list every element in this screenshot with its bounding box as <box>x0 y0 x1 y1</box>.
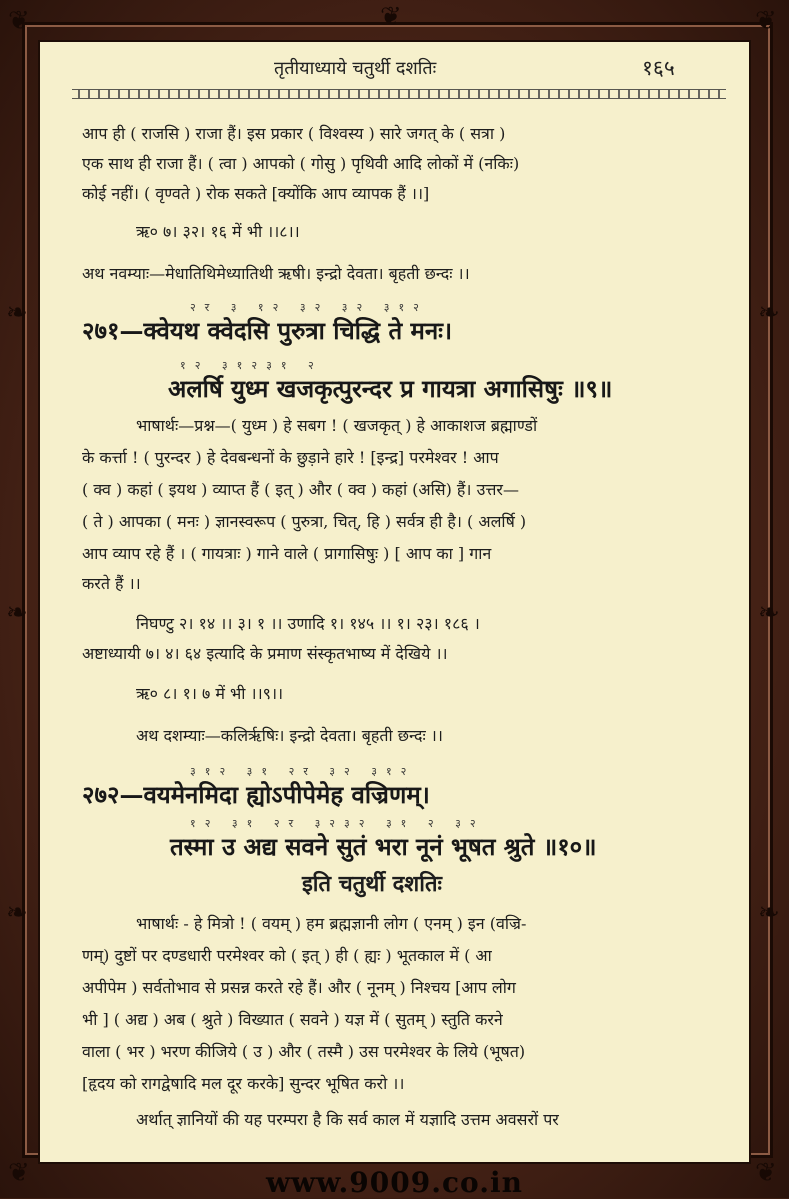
scanned-page <box>38 40 751 1164</box>
corner-ornament-icon: ❦ <box>8 6 30 36</box>
text-line: अपीपेम ) सर्वतोभाव से प्रसन्न करते रहे हैं। और ( नूनम् ) निश्चय [आप लोग <box>82 978 516 997</box>
text-line: एक साथ ही राजा हैं। ( त्वा ) आपको ( गोसु ) पृथिवी आदि लोकों में (नकिः) <box>82 154 520 173</box>
svara-marks: २र ३ १२ ३२ ३२ ३१२ <box>190 301 428 314</box>
text-line: करते हैं ।। <box>82 574 141 593</box>
side-ornament-icon: ❧ <box>758 898 780 928</box>
page-header-title: तृतीयाध्याये चतुर्थी दशतिः <box>274 58 437 79</box>
mantra-line: अलर्षि युध्म खजकृत्पुरन्दर प्र गायत्रा अगासिषुः ॥९॥ <box>168 374 613 403</box>
text-line: ( क्व ) कहां ( इयथ ) व्याप्त हैं ( इत् ) और ( क्व ) कहां (असि) हैं। उत्तर— <box>82 480 519 499</box>
text-line: भाषार्थः—प्रश्न—( युध्म ) हे सबग ! ( खजकृत् ) हे आकाशज ब्रह्माण्डों <box>136 416 538 435</box>
side-ornament-icon: ❧ <box>6 598 28 628</box>
side-ornament-icon: ❧ <box>6 898 28 928</box>
side-ornament-icon: ❧ <box>758 298 780 328</box>
text-line: अर्थात् ज्ञानियों की यह परम्परा है कि सर्व काल में यज्ञादि उत्तम अवसरों पर <box>136 1110 559 1129</box>
text-line: आप व्याप रहे हैं । ( गायत्राः ) गाने वाले ( प्रागासिषुः ) [ आप का ] गान <box>82 544 492 563</box>
website-url: www.9009.co.in <box>266 1166 523 1199</box>
header-divider <box>72 89 726 99</box>
text-line: अथ नवम्याः—मेधातिथिमेध्यातिथी ऋषी। इन्द्रो देवता। बृहती छन्दः ।। <box>82 264 470 283</box>
mantra-line: २७२—वयमेनमिदा ह्योऽपीपेमेह वज्रिणम्। <box>82 780 430 809</box>
reference-line: निघण्टु २। १४ ।। ३। १ ।। उणादि १। १४५ ।। १। २३। १८६ । <box>136 614 480 633</box>
page-number: १६५ <box>642 56 675 80</box>
text-line: के कर्त्ता ! ( पुरन्दर ) हे देवबन्धनों के छुड़ाने हारे ! [इन्द्र] परमेश्वर ! आप <box>82 448 499 467</box>
corner-ornament-icon: ❦ <box>755 1158 777 1188</box>
reference-line: अष्टाध्यायी ७। ४। ६४ इत्यादि के प्रमाण संस्कृतभाष्य में देखिये ।। <box>82 644 448 663</box>
svara-marks: ३१२ ३१ २र ३२ ३१२ <box>190 765 416 778</box>
side-ornament-icon: ❧ <box>758 598 780 628</box>
reference-line: ऋ० ७। ३२। १६ में भी ।।८।। <box>136 222 300 241</box>
corner-ornament-icon: ❦ <box>8 1158 30 1188</box>
mantra-line: २७१—क्वेयथ क्वेदसि पुरुत्रा चिद्धि ते मनः। <box>82 316 453 345</box>
reference-line: ऋ० ८। १। ७ में भी ।।९।। <box>136 684 284 703</box>
text-line: [हृदय को रागद्वेषादि मल दूर करके] सुन्दर भूषित करो ।। <box>82 1074 405 1093</box>
side-ornament-icon: ❧ <box>6 298 28 328</box>
corner-ornament-icon: ❦ <box>755 6 777 36</box>
text-line: भी ] ( अद्य ) अब ( श्रुते ) विख्यात ( सवने ) यज्ञ में ( सुतम् ) स्तुति करने <box>82 1010 503 1029</box>
text-line: भाषार्थः - हे मित्रो ! ( वयम् ) हम ब्रह्मज्ञानी लोग ( एनम् ) इन (वज्रि- <box>136 914 527 933</box>
text-line: ( ते ) आपका ( मनः ) ज्ञानस्वरूप ( पुरुत्रा, चित्, हि ) सर्वत्र ही है। ( अलर्षि ) <box>82 512 527 531</box>
text-line: आप ही ( राजसि ) राजा हैं। इस प्रकार ( विश्वस्य ) सारे जगत् के ( सत्रा ) <box>82 124 506 143</box>
text-line: अथ दशम्याः—कलिर्ऋषिः। इन्द्रो देवता। बृहती छन्दः ।। <box>136 726 443 745</box>
svara-marks: १२ ३१ २र ३२३२ ३१ २ ३२ <box>190 817 485 830</box>
text-line: कोई नहीं। ( वृण्वते ) रोक सकते [क्योंकि आप व्यापक हैं ।।] <box>82 184 430 203</box>
mantra-line: तस्मा उ अद्य सवने सुतं भरा नूनं भूषत श्रुते ॥१०॥ <box>170 832 597 861</box>
text-line: णम्) दुष्टों पर दण्डधारी परमेश्वर को ( इत् ) ही ( ह्यः ) भूतकाल में ( आ <box>82 946 492 965</box>
section-end-title: इति चतुर्थी दशतिः <box>302 871 442 897</box>
top-ornament-icon: ❦ <box>380 2 402 32</box>
text-line: वाला ( भर ) भरण कीजिये ( उ ) और ( तस्मै ) उस परमेश्वर के लिये (भूषत) <box>82 1042 526 1061</box>
svara-marks: १२ ३१२३१ २ <box>180 359 323 372</box>
